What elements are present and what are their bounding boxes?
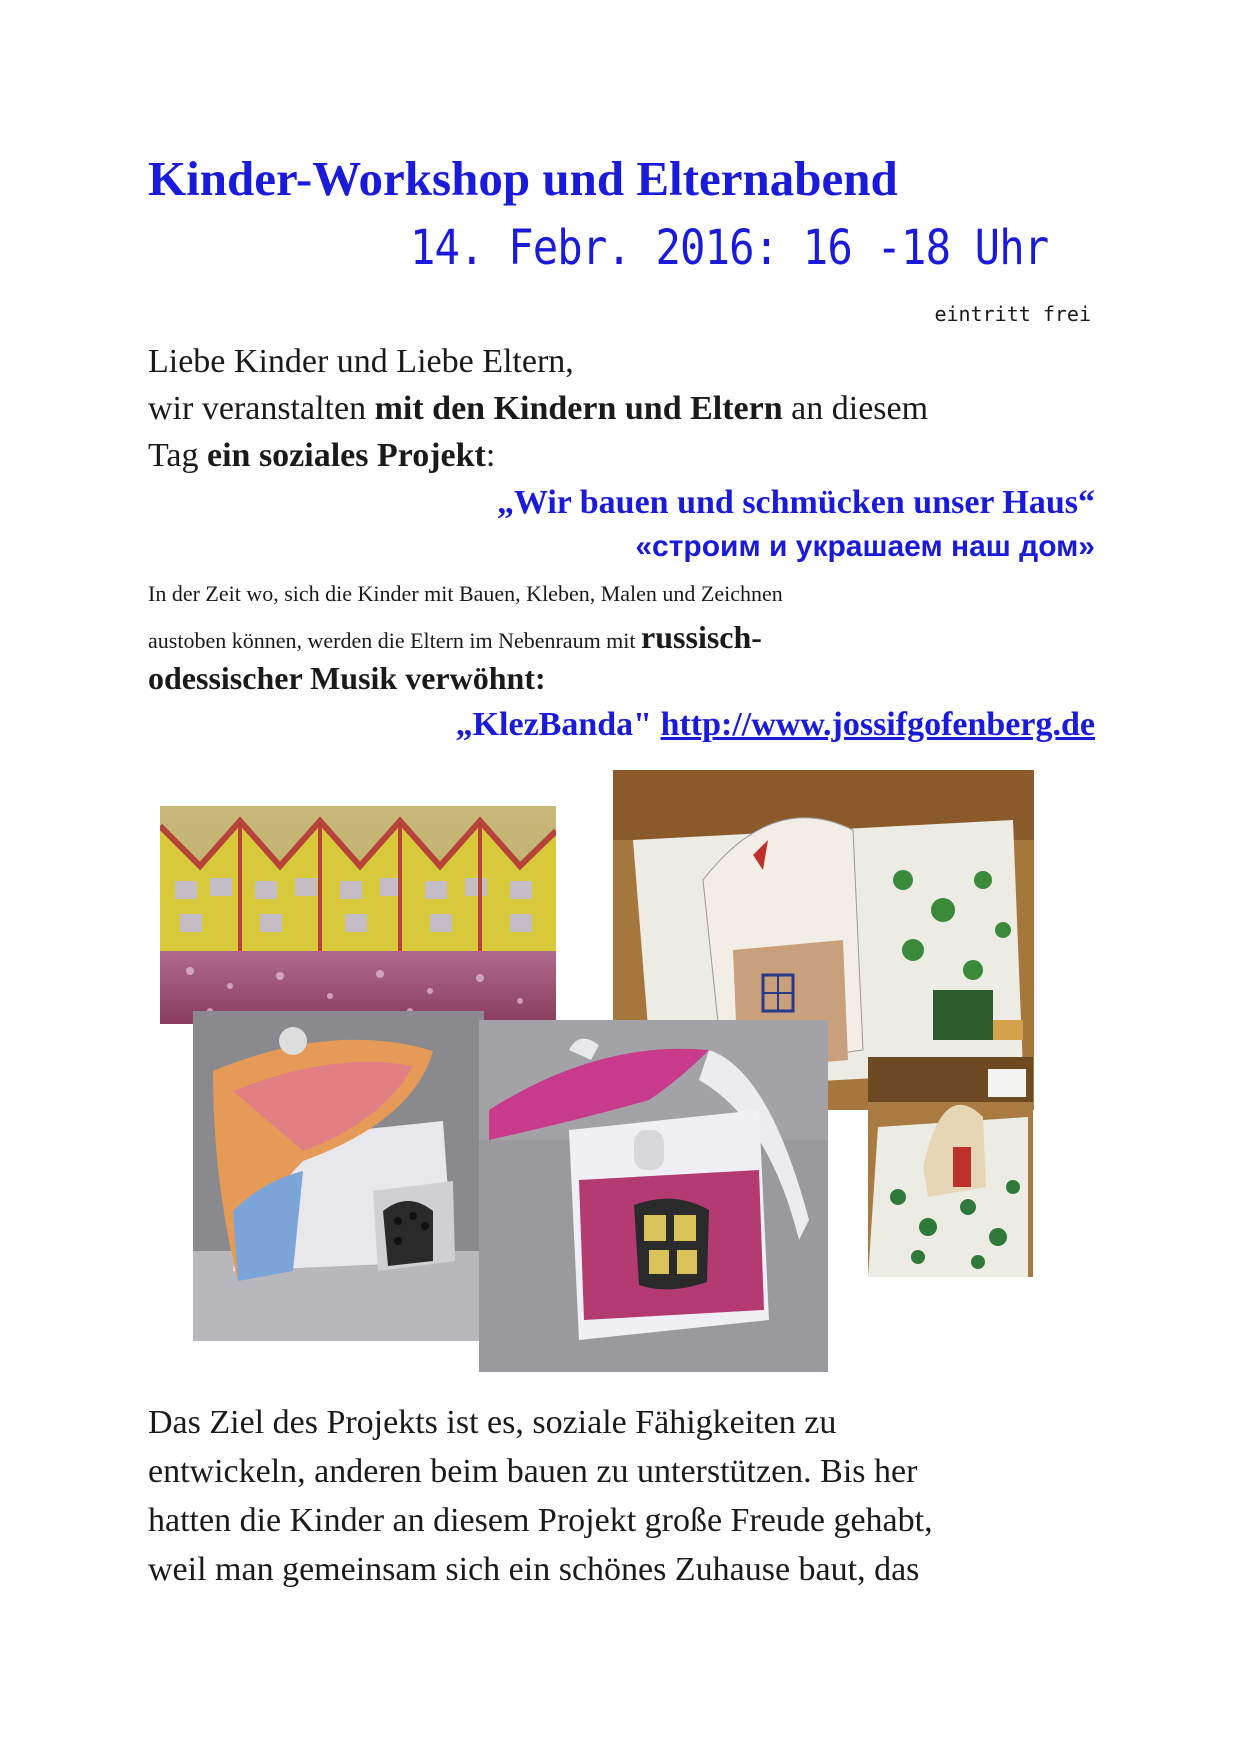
page-title: Kinder-Workshop und Elternabend: [148, 151, 898, 206]
paper-house-pink-roof-photo: [193, 1011, 484, 1341]
intro-line-1: wir veranstalten mit den Kindern und Eltern an diesem: [148, 390, 929, 427]
closing-line: Das Ziel des Projekts ist es, soziale Fähigkeiten zu: [148, 1404, 837, 1441]
description-line-3: odessischer Musik verwöhnt:: [148, 660, 546, 696]
band-name: „KlezBanda": [455, 706, 653, 743]
description-line-2: austoben können, werden die Eltern im Nebenraum mit russisch-: [148, 619, 762, 655]
closing-paragraph: [148, 1398, 933, 1594]
event-date: 14. Febr. 2016: 16 -18 Uhr: [410, 220, 1049, 276]
band-line: [456, 706, 1095, 744]
greeting: Liebe Kinder und Liebe Eltern,: [148, 343, 574, 380]
painting-houses-photo: [160, 806, 556, 1024]
intro-line-2: Tag ein soziales Projekt:: [148, 437, 496, 474]
paper-house-small-photo: [868, 1057, 1033, 1277]
paper-house-purple-photo: [479, 1020, 828, 1372]
band-website-link[interactable]: http://www.jossifgofenberg.de: [660, 706, 1095, 743]
closing-line: weil man gemeinsam sich ein schönes Zuhause baut, das: [148, 1551, 920, 1588]
entry-note: eintritt frei: [934, 302, 1091, 326]
closing-line: hatten die Kinder an diesem Projekt große Freude gehabt,: [148, 1502, 933, 1539]
closing-line: entwickeln, anderen beim bauen zu unterstützen. Bis her: [148, 1453, 918, 1490]
motto-russian: «строим и украшаем наш дом»: [635, 530, 1095, 563]
motto-german: „Wir bauen und schmücken unser Haus“: [496, 484, 1095, 521]
description-line-1: In der Zeit wo, sich die Kinder mit Bauen, Kleben, Malen und Zeichnen: [148, 581, 783, 606]
